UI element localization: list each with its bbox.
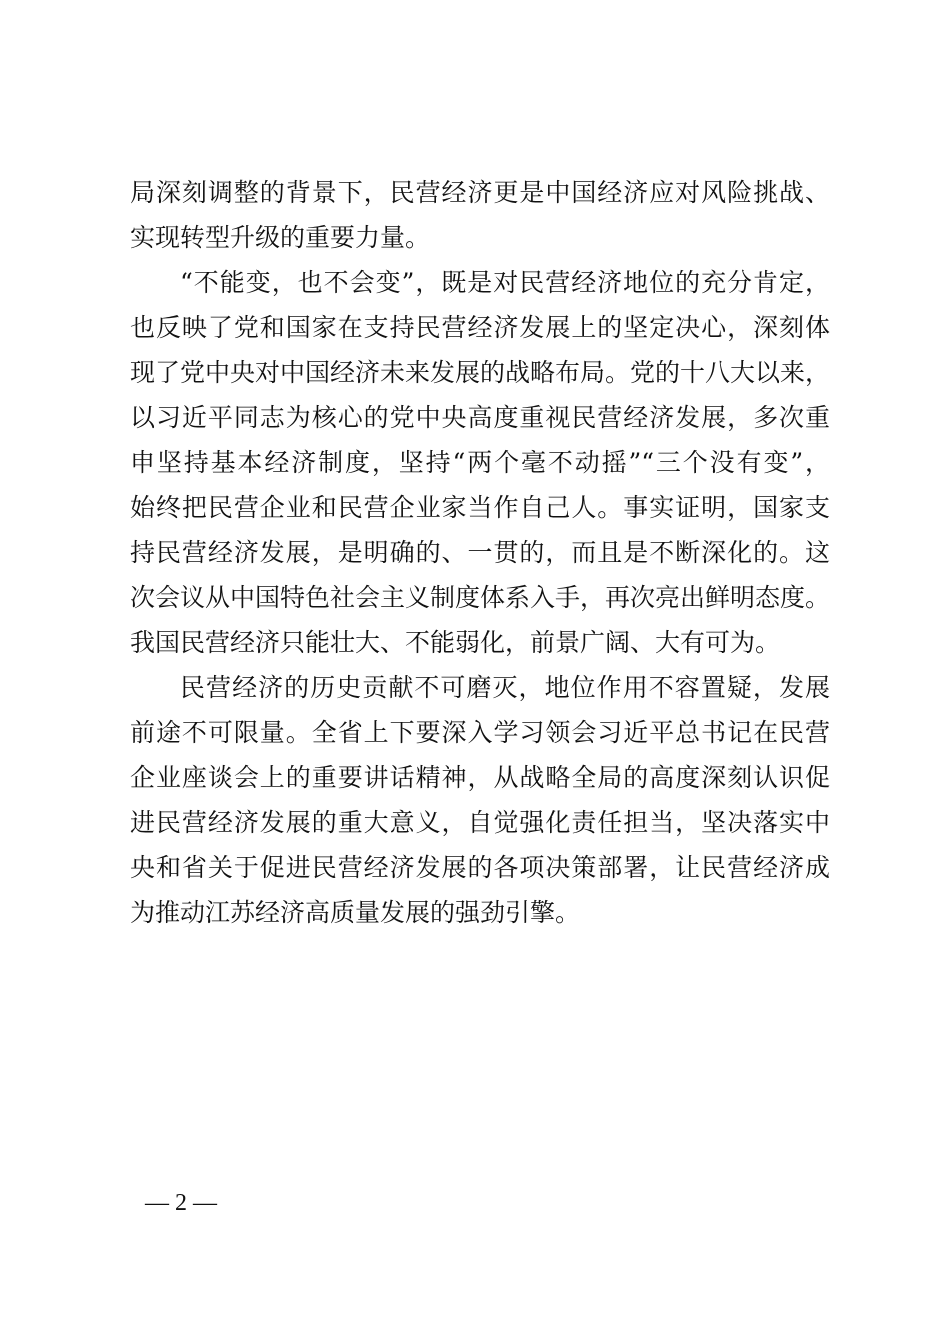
text-line: 我国民营经济只能壮大、不能弱化，前景广阔、大有可为。 bbox=[130, 628, 781, 657]
text-line: 前途不可限量。全省上下要深入学习领会习近平总书记在民营 bbox=[130, 718, 830, 747]
text-line: 也反映了党和国家在支持民营经济发展上的坚定决心，深刻体 bbox=[130, 313, 830, 342]
text-line: 实现转型升级的重要力量。 bbox=[130, 223, 431, 252]
text-line: 企业座谈会上的重要讲话精神，从战略全局的高度深刻认识促 bbox=[130, 763, 830, 792]
text-line: 以习近平同志为核心的党中央高度重视民营经济发展，多次重 bbox=[130, 403, 830, 432]
document-body bbox=[130, 170, 830, 935]
text-line: 次会议从中国特色社会主义制度体系入手，再次亮出鲜明态度。 bbox=[130, 583, 831, 612]
text-line: 始终把民营企业和民营企业家当作自己人。事实证明，国家支 bbox=[130, 493, 830, 522]
text-line: 央和省关于促进民营经济发展的各项决策部署，让民营经济成 bbox=[130, 853, 830, 882]
text-line: 为推动江苏经济高质量发展的强劲引擎。 bbox=[130, 898, 581, 927]
page-number: — 2 — bbox=[145, 1190, 217, 1216]
text-line: “不能变，也不会变”，既是对民营经济地位的充分肯定， bbox=[180, 268, 830, 297]
text-line: 民营经济的历史贡献不可磨灭，地位作用不容置疑，发展 bbox=[180, 673, 830, 702]
text-line: 现了党中央对中国经济未来发展的战略布局。党的十八大以来， bbox=[130, 358, 831, 387]
text-line: 进民营经济发展的重大意义，自觉强化责任担当，坚决落实中 bbox=[130, 808, 830, 837]
text-line: 申坚持基本经济制度，坚持“两个毫不动摇”“三个没有变”， bbox=[130, 448, 830, 477]
text-line: 局深刻调整的背景下，民营经济更是中国经济应对风险挑战、 bbox=[130, 178, 830, 207]
text-line: 持民营经济发展，是明确的、一贯的，而且是不断深化的。这 bbox=[130, 538, 830, 567]
